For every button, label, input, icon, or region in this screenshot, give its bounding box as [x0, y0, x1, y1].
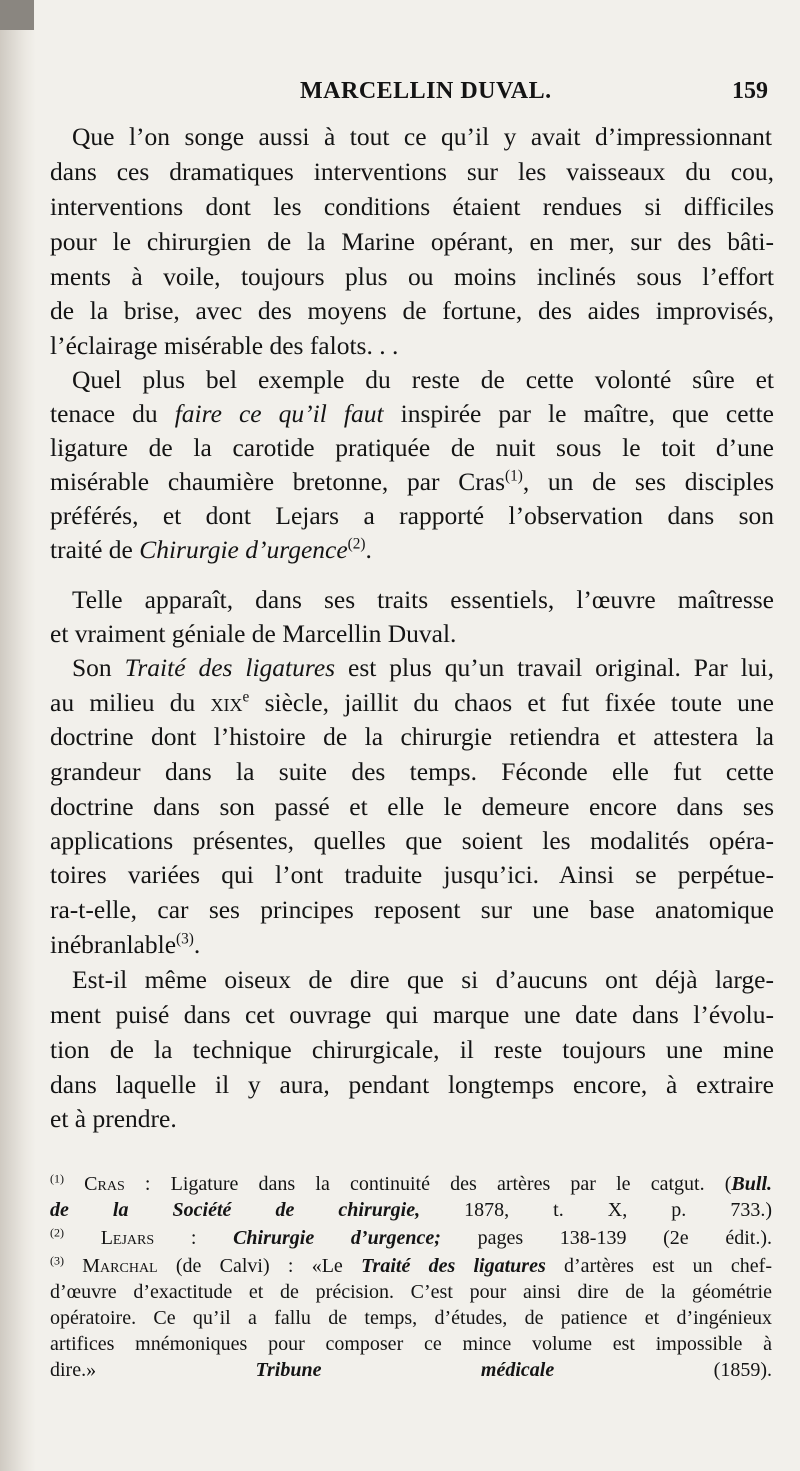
running-title: MARCELLIN DUVAL.: [300, 78, 552, 104]
paragraph-2-line-4: [50, 467, 774, 497]
footnote-1-line-1: [50, 1172, 772, 1196]
century-numeral: xix: [210, 688, 243, 717]
footnote-ref-2: (2): [347, 535, 366, 553]
text-run: est plus qu’un travail original. Par lui,: [335, 653, 774, 682]
footnote-number: (3): [50, 1253, 64, 1268]
footnote-3-line-3: opératoire. Ce qu’il a fallu de temps, d’études, de patience et d’ingénieux: [50, 1307, 772, 1329]
footnote-2: [50, 1226, 772, 1250]
text-run: 1878, t. X, p. 733.): [420, 1199, 772, 1221]
paragraph-5-line-5: et à prendre.: [50, 1104, 177, 1133]
footnote-ref-1: (1): [505, 467, 523, 485]
paragraph-1-line-4: pour le chirurgien de la Marine opérant, en mer, sur des bâti-: [50, 227, 774, 256]
paragraph-1-line-1: Que l’on songe aussi à tout ce qu’il y avait d’impressionnant: [72, 122, 772, 151]
text-run: (de Calvi) : «Le: [157, 1255, 362, 1277]
text-run: pages 138-139 (2e édit.).: [440, 1227, 773, 1249]
paragraph-5-line-1: Est-il même oiseux de dire que si d’aucuns ont déjà large-: [72, 965, 774, 994]
footnote-3-line-1: [50, 1254, 772, 1278]
paragraph-3-line-1: Telle apparaît, dans ses traits essentiels, l’œuvre maîtresse: [72, 585, 774, 614]
text-run: Son: [72, 653, 125, 682]
paragraph-2-line-3: ligature de la carotide pratiquée de nuit sous le toit d’une: [50, 433, 774, 462]
italic-source: de la Société de chirurgie,: [50, 1199, 421, 1221]
italic-source: Chirurgie d’urgence;: [233, 1227, 441, 1249]
scan-mark: [0, 0, 34, 30]
footnote-author: Cras: [84, 1173, 125, 1195]
text-run: tenace du: [50, 399, 175, 428]
paragraph-2-line-6: [50, 535, 774, 565]
paragraph-4-line-9: [50, 930, 774, 960]
italic-source: Tribune médicale: [255, 1359, 555, 1381]
paragraph-4-line-5: doctrine dans son passé et elle le demeure encore dans ses: [50, 792, 774, 821]
paragraph-4-line-3: doctrine dont l’histoire de la chirurgie retiendra et attestera la: [50, 722, 774, 751]
text-run: au milieu du: [50, 688, 211, 717]
text-run: traité de: [50, 535, 140, 564]
italic-title: Traité des ligatures: [124, 653, 336, 682]
paragraph-4-line-1: [72, 653, 774, 683]
paragraph-1-line-6: de la brise, avec des moyens de fortune, des aides improvisés,: [50, 296, 774, 325]
paragraph-4-line-4: grandeur dans la suite des temps. Féconde elle fut cette: [50, 757, 774, 786]
italic-source: Traité des ligatures: [361, 1255, 546, 1277]
paragraph-2-line-2: [50, 399, 774, 429]
footnote-3-line-4: artifices mnémoniques pour composer ce mince volume est impossible à: [50, 1333, 772, 1355]
paragraph-1-line-7: l’éclairage misérable des falots. . .: [50, 331, 399, 360]
italic-phrase: faire ce qu’il faut: [174, 399, 384, 428]
superscript-e: e: [242, 688, 250, 706]
paragraph-5-line-2: ment puisé dans cet ouvrage qui marque une date dans l’évolu-: [50, 1000, 774, 1029]
footnote-number: (2): [50, 1225, 64, 1240]
paragraph-1-line-3: interventions dont les conditions étaient rendues si difficiles: [50, 192, 774, 221]
text-run: :: [154, 1227, 234, 1249]
text-run: , un de ses disciples: [522, 467, 774, 496]
running-header: [50, 78, 768, 114]
paragraph-4-line-7: toires variées qui l’ont traduite jusqu’ici. Ainsi se perpétue-: [50, 860, 774, 889]
text-run: .: [193, 930, 201, 959]
italic-source: Bull.: [731, 1173, 772, 1195]
paragraph-1-line-5: ments à voile, toujours plus ou moins inclinés sous l’effort: [50, 262, 774, 291]
footnote-1-line-2: [50, 1198, 772, 1222]
text-run: inspirée par le maître, que cette: [383, 399, 775, 428]
paragraph-3-line-2: et vraiment géniale de Marcellin Duval.: [50, 619, 457, 648]
footnote-3-line-5: [50, 1358, 772, 1382]
footnote-3-line-2: d’œuvre d’exactitude et de précision. C’est pour ainsi dire de la géométrie: [50, 1281, 772, 1303]
page-number: 159: [732, 78, 768, 104]
text-run: : Ligature dans la continuité des artères par le catgut. (: [124, 1173, 732, 1195]
text-run: inébranlable: [50, 930, 177, 959]
footnote-author: Marchal: [82, 1255, 158, 1277]
paragraph-2-line-1: Quel plus bel exemple du reste de cette volonté sûre et: [72, 365, 774, 394]
text-run: misérable chaumière bretonne, par Cras: [50, 467, 505, 496]
footnote-author: Lejars: [100, 1227, 155, 1249]
text-run: dire.»: [50, 1359, 256, 1381]
text-run: d’artères est un chef-: [545, 1255, 772, 1277]
paragraph-2-line-5: préférés, et dont Lejars a rapporté l’observation dans son: [50, 501, 774, 530]
footnote-number: (1): [50, 1171, 64, 1186]
text-run: siècle, jaillit du chaos et fut fixée toute une: [249, 688, 774, 717]
paragraph-5-line-3: tion de la technique chirurgicale, il reste toujours une mine: [50, 1035, 774, 1064]
paragraph-1-line-2: dans ces dramatiques interventions sur les vaisseaux du cou,: [50, 157, 774, 186]
paragraph-4-line-8: ra-t-elle, car ses principes reposent sur une base anatomique: [50, 895, 774, 924]
italic-title: Chirurgie d’urgence: [139, 535, 348, 564]
paragraph-5-line-4: dans laquelle il y aura, pendant longtemps encore, à extraire: [50, 1070, 774, 1099]
text-run: (1859).: [554, 1359, 772, 1381]
paragraph-4-line-2: [50, 688, 774, 718]
paragraph-4-line-6: applications présentes, quelles que soient les modalités opéra-: [50, 826, 774, 855]
page-gutter-shadow: [0, 0, 36, 1471]
text-run: .: [365, 535, 372, 564]
footnote-ref-3: (3): [176, 930, 194, 948]
